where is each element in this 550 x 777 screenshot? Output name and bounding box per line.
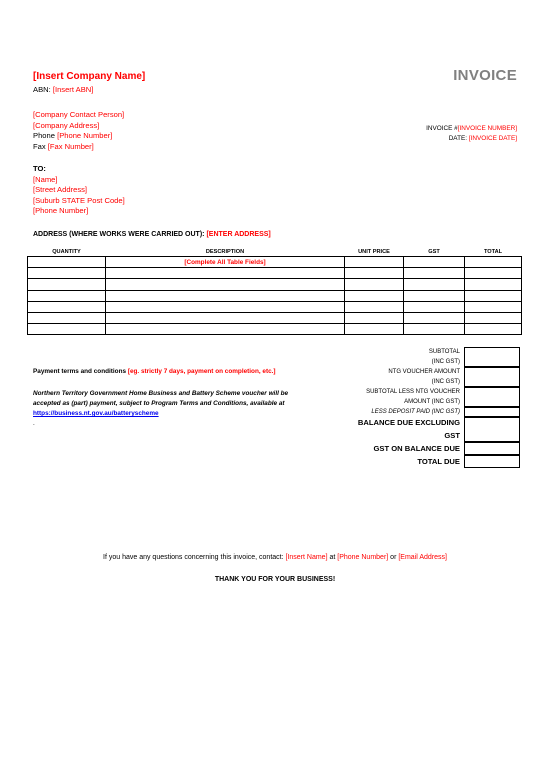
invoice-number-label: INVOICE # [426,125,458,132]
deposit-label: LESS DEPOSIT PAID (INC GST) [371,409,460,415]
totals-block [343,347,521,468]
invoice-number-line [426,125,517,132]
table-cell[interactable] [465,324,522,335]
subtotal-less-label-line2: AMOUNT (INC GST) [404,399,460,405]
subtotal-less-label [343,387,464,407]
table-cell[interactable] [345,268,404,279]
total-due-label: TOTAL DUE [417,457,460,466]
contact-name: [Insert Name] [285,554,328,561]
total-due-value[interactable] [464,455,520,468]
contact-email: [Email Address] [398,554,447,561]
balance-excl-value[interactable] [464,417,520,442]
payment-terms-label: Payment terms and conditions [33,368,128,375]
gst-balance-label: GST ON BALANCE DUE [373,444,460,453]
table-cell[interactable] [404,324,465,335]
table-cell[interactable] [465,312,522,323]
contact-or: or [388,554,399,561]
company-address: [Company Address] [33,120,100,130]
table-row [28,312,522,323]
table-cell[interactable] [345,301,404,312]
subtotal-value[interactable] [464,347,520,367]
total-due-row [343,455,521,468]
ntg-voucher-label [343,367,464,387]
payment-terms [33,367,276,377]
deposit-row [343,407,521,417]
table-cell[interactable] [345,312,404,323]
table-cell[interactable] [28,301,106,312]
table-cell[interactable] [465,279,522,290]
contact-person: [Company Contact Person] [33,110,125,119]
gst-balance-value[interactable] [464,442,520,455]
invoice-date-line [449,135,517,142]
table-cell[interactable] [28,324,106,335]
ntg-voucher-label-line2: (INC GST) [431,379,460,385]
table-cell[interactable] [404,290,465,301]
contact-at: at [327,554,338,561]
subtotal-label-line1: SUBTOTAL [428,349,460,355]
table-cell[interactable] [404,312,465,323]
table-row [28,268,522,279]
table-cell[interactable] [465,301,522,312]
table-cell[interactable] [106,324,345,335]
table-cell[interactable] [345,290,404,301]
payment-terms-value: [eg. strictly 7 days, payment on completion, etc.] [127,368,276,375]
table-header-row [28,247,522,257]
column-header-description: DESCRIPTION [106,247,345,257]
table-cell[interactable] [404,301,465,312]
abn-line [33,85,93,96]
table-row [28,279,522,290]
table-cell[interactable] [465,290,522,301]
company-name: [Insert Company Name] [33,71,146,82]
works-address-label: ADDRESS (WHERE WORKS WERE CARRIED OUT): [33,231,207,238]
table-row [28,257,522,268]
subtotal-less-value[interactable] [464,387,520,407]
table-cell[interactable] [404,257,465,268]
fax-label: Fax [33,141,48,151]
subtotal-less-label-line1: SUBTOTAL LESS NTG VOUCHER [366,389,460,395]
table-cell[interactable] [106,268,345,279]
table-cell[interactable] [106,301,345,312]
line-items-table [27,247,522,335]
works-address-line [33,231,271,238]
thank-you-line: THANK YOU FOR YOUR BUSINESS! [214,576,336,583]
contact-phone: [Phone Number] [337,554,389,561]
phone-value: [Phone Number] [57,131,113,140]
invoice-title: INVOICE [453,67,517,84]
table-cell[interactable] [465,257,522,268]
deposit-value[interactable] [464,407,520,417]
nt-scheme-notice [33,389,288,429]
fax-value: [Fax Number] [47,141,94,151]
nt-notice-line2: accepted as (part) payment, subject to Program Terms and Conditions, available at [33,400,285,407]
gst-balance-row [343,442,521,455]
table-cell[interactable] [404,268,465,279]
bill-to-suburb: [Suburb STATE Post Code] [33,195,125,205]
balance-excl-label [343,417,464,442]
bill-to-label: TO: [33,164,46,173]
abn-label: ABN: [33,85,53,94]
nt-notice-trailing: . [33,420,35,427]
bill-to-block [33,164,125,217]
phone-line [33,131,124,142]
bill-to-phone: [Phone Number] [33,206,89,215]
nt-notice-line1: Northern Territory Government Home Business and Battery Scheme voucher will be [33,390,289,397]
balance-excl-label-line1: BALANCE DUE EXCLUDING [357,418,460,427]
subtotal-label-line2: (INC GST) [431,359,460,365]
scheme-link[interactable]: https://business.nt.gov.au/batteryscheme [33,410,159,417]
table-cell[interactable] [28,290,106,301]
subtotal-less-row [343,387,521,407]
works-address-value: [ENTER ADDRESS] [206,231,271,238]
contact-prefix: If you have any questions concerning this invoice, contact: [103,554,286,561]
ntg-voucher-label-line1: NTG VOUCHER AMOUNT [388,369,460,375]
ntg-voucher-value[interactable] [464,367,520,387]
column-header-quantity: QUANTITY [28,247,106,257]
subtotal-row [343,347,521,367]
abn-value: [Insert ABN] [52,85,94,94]
company-details [33,110,124,152]
balance-excl-label-line2: GST [444,430,460,440]
table-cell[interactable] [28,257,106,268]
table-cell[interactable] [345,257,404,268]
balance-excl-row [343,417,521,442]
table-cell[interactable] [404,279,465,290]
table-cell[interactable] [106,290,345,301]
table-cell[interactable] [106,279,345,290]
table-cell[interactable] [28,279,106,290]
ntg-voucher-row [343,367,521,387]
bill-to-street: [Street Address] [33,185,88,194]
column-header-gst: GST [404,247,465,257]
invoice-date-label: DATE: [448,135,469,142]
table-row [28,290,522,301]
column-header-total: TOTAL [465,247,522,257]
column-header-unit-price: UNIT PRICE [345,247,404,257]
bill-to-name: [Name] [33,174,58,184]
table-cell[interactable] [106,312,345,323]
subtotal-label [343,347,464,367]
phone-label: Phone [33,131,58,140]
table-cell-note[interactable]: [Complete All Table Fields] [106,257,345,268]
table-cell[interactable] [345,324,404,335]
table-row [28,301,522,312]
invoice-date-value: [INVOICE DATE] [468,135,517,142]
fax-line [33,142,124,153]
table-cell[interactable] [345,279,404,290]
table-row [28,324,522,335]
contact-question-line [0,554,550,561]
table-cell[interactable] [465,268,522,279]
table-cell[interactable] [28,312,106,323]
invoice-number-value: [INVOICE NUMBER] [457,125,517,132]
table-cell[interactable] [28,268,106,279]
